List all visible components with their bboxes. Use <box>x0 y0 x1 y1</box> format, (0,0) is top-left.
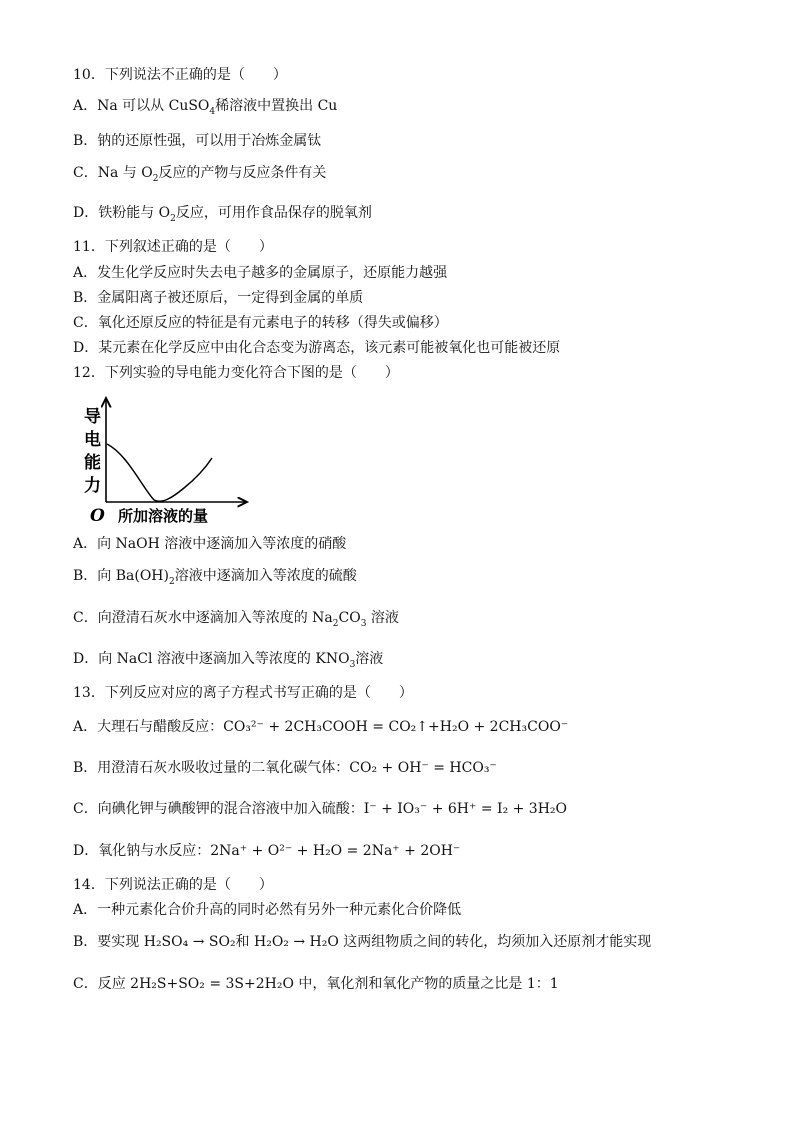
q14-stem: 14．下列说法正确的是（ ） <box>73 877 273 893</box>
y-label-2: 电 <box>84 430 101 450</box>
y-label-4: 力 <box>84 476 101 496</box>
conductivity-graph <box>82 392 257 527</box>
q11-option-c: C．氧化还原反应的特征是有元素电子的转移（得失或偏移） <box>73 315 448 331</box>
q13-option-d: D．氧化钠与水反应：2Na⁺ + O²⁻ + H₂O = 2Na⁺ + 2OH⁻ <box>73 843 461 859</box>
y-label-1: 导 <box>84 407 101 427</box>
q12-option-d: D．向 NaCl 溶液中逐滴加入等浓度的 $KNO_3$溶液 <box>73 651 384 670</box>
q10-option-a: A．Na 可以从 CuSO$_4$稀溶液中置换出 Cu <box>73 98 338 117</box>
conductivity-curve <box>107 444 212 501</box>
q11-stem: 11．下列叙述正确的是（ ） <box>73 239 273 255</box>
q10-option-d: D．铁粉能与 $O_2$反应，可用作食品保存的脱氧剂 <box>73 205 372 224</box>
x-axis-label: 所加溶液的量 <box>118 507 209 525</box>
q14-option-b: B．要实现 H₂SO₄ → SO₂和 H₂O₂ → H₂O 这两组物质之间的转化，均须加入还原剂才能实现 <box>73 934 652 950</box>
q13-option-a: A．大理石与醋酸反应：CO₃²⁻ + 2CH₃COOH = CO₂↑+H₂O + 2CH₃COO⁻ <box>73 719 569 735</box>
q13-option-c: C．向碘化钾与碘酸钾的混合溶液中加入硫酸：I⁻ + IO₃⁻ + 6H⁺ = I₂ + 3H₂O <box>73 801 568 817</box>
q13-stem: 13．下列反应对应的离子方程式书写正确的是（ ） <box>73 685 413 701</box>
q12-stem: 12．下列实验的导电能力变化符合下图的是（ ） <box>73 365 399 381</box>
q14-option-a: A．一种元素化合价升高的同时必然有另外一种元素化合价降低 <box>73 902 462 918</box>
q12-option-c: C．向澄清石灰水中逐滴加入等浓度的 $Na_2CO_3$ 溶液 <box>73 610 399 629</box>
q11-option-a: A．发生化学反应时失去电子越多的金属原子，还原能力越强 <box>73 265 448 281</box>
q12-option-b: B．向 $Ba(OH)_2$溶液中逐滴加入等浓度的硫酸 <box>73 568 357 587</box>
q10-option-c: C．Na 与 $O_2$反应的产物与反应条件有关 <box>73 165 327 184</box>
q13-option-b: B．用澄清石灰水吸收过量的二氧化碳气体：CO₂ + OH⁻ = HCO₃⁻ <box>73 760 497 776</box>
q11-option-d: D．某元素在化学反应中由化合态变为游离态，该元素可能被氧化也可能被还原 <box>73 340 561 356</box>
q14-option-c: C．反应 2H₂S+SO₂ = 3S+2H₂O 中，氧化剂和氧化产物的质量之比是 1：1 <box>73 976 559 992</box>
y-label-3: 能 <box>84 453 101 473</box>
q12-option-a: A．向 NaOH 溶液中逐滴加入等浓度的硝酸 <box>73 536 347 552</box>
conductivity-graph-svg <box>82 392 257 527</box>
q10-option-b: B．钠的还原性强，可以用于冶炼金属钛 <box>73 133 322 149</box>
q11-option-b: B．金属阳离子被还原后，一定得到金属的单质 <box>73 290 364 306</box>
q10-stem: 10．下列说法不正确的是（ ） <box>73 67 287 83</box>
origin-label: O <box>90 506 105 526</box>
